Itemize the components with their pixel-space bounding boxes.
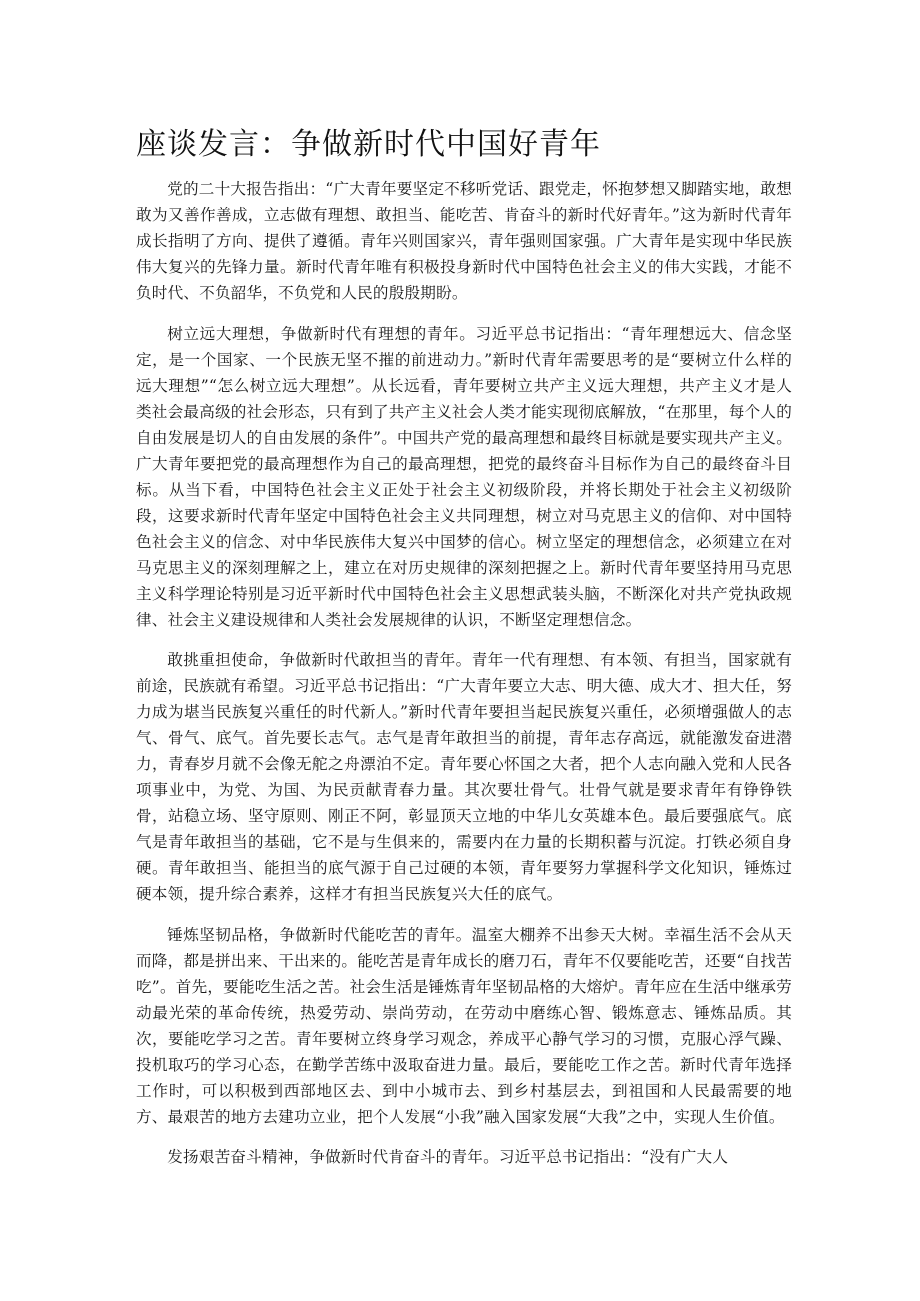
document-body bbox=[136, 176, 792, 1185]
paragraph-struggle: 发扬艰苦奋斗精神，争做新时代肯奋斗的青年。习近平总书记指出：“没有广大人 bbox=[167, 1148, 729, 1166]
page-title: 座谈发言：争做新时代中国好青年 bbox=[136, 127, 601, 162]
paragraph-intro: 党的二十大报告指出：“广大青年要坚定不移听党话、跟党走，怀抱梦想又脚踏实地，敢想敢为又善作善成，立志做有理想、敢担当、能吃苦、肯奋斗的新时代好青年。”这为新时代青年成长指明了方向、提供了遵循。青年兴则国家兴，青年强则国家强。广大青年是实现中华民族伟大复兴的先锋力量。新时代青年唯有积极投身新时代中国特色社会主义的伟大实践，才能不负时代、不负韶华，不负党和人民的殷殷期盼。 bbox=[136, 180, 792, 302]
paragraph-ideals: 树立远大理想，争做新时代有理想的青年。习近平总书记指出：“青年理想远大、信念坚定，是一个国家、一个民族无坚不摧的前进动力。”新时代青年需要思考的是“要树立什么样的远大理想”“怎么树立远大理想”。从长远看，青年要树立共产主义远大理想，共产主义才是人类社会最高级的社会形态，只有到了共产主义社会人类才能实现彻底解放，“在那里，每个人的自由发展是切人的自由发展的条件”。中国共产党的最高理想和最终目标就是要实现共产主义。广大青年要把党的最高理想作为自己的最高理想，把党的最终奋斗目标作为自己的最终奋斗目标。从当下看，中国特色社会主义正处于社会主义初级阶段，并将长期处于社会主义初级阶段，这要求新时代青年坚定中国特色社会主义共同理想，树立对马克思主义的信仰、对中国特色社会主义的信念、对中华民族伟大复兴中国梦的信心。树立坚定的理想信念，必须建立在对马克思主义的深刻理解之上，建立在对历史规律的深刻把握之上。新时代青年要坚持用马克思主义科学理论特别是习近平新时代中国特色社会主义思想武装头脑，不断深化对共产党执政规律、社会主义建设规律和人类社会发展规律的认识，不断坚定理想信念。 bbox=[136, 324, 792, 629]
paragraph-responsibility: 敢挑重担使命，争做新时代敢担当的青年。青年一代有理想、有本领、有担当，国家就有前途，民族就有希望。习近平总书记指出：“广大青年要立大志、明大德、成大才、担大任，努力成为堪当民族复兴重任的时代新人。”新时代青年要担当起民族复兴重任，必须增强做人的志气、骨气、底气。首先要长志气。志气是青年敢担当的前提，青年志存高远，就能激发奋进潜力，青春岁月就不会像无舵之舟漂泊不定。青年要心怀国之大者，把个人志向融入党和人民各项事业中，为党、为国、为民贡献青春力量。其次要壮骨气。壮骨气就是要求青年有铮铮铁骨，站稳立场、坚守原则、刚正不阿，彰显顶天立地的中华儿女英雄本色。最后要强底气。底气是青年敢担当的基础，它不是与生俱来的，需要内在力量的长期积蓄与沉淀。打铁必须自身硬。青年敢担当、能担当的底气源于自己过硬的本领，青年要努力掌握科学文化知识，锤炼过硬本领，提升综合素养，这样才有担当民族复兴大任的底气。 bbox=[136, 651, 792, 903]
paragraph-hardship: 锤炼坚韧品格，争做新时代能吃苦的青年。温室大棚养不出参天大树。幸福生活不会从天而降，都是拼出来、干出来的。能吃苦是青年成长的磨刀石，青年不仅要能吃苦，还要“自找苦吃”。首先，要能吃生活之苦。社会生活是锤炼青年坚韧品格的大熔炉。青年应在生活中继承劳动最光荣的革命传统，热爱劳动、崇尚劳动，在劳动中磨练心智、锻炼意志、锤炼品质。其次，要能吃学习之苦。青年要树立终身学习观念，养成平心静气学习的习惯，克服心浮气躁、投机取巧的学习心态，在勤学苦练中汲取奋进力量。最后，要能吃工作之苦。新时代青年选择工作时，可以积极到西部地区去、到中小城市去、到乡村基层去，到祖国和人民最需要的地方、最艰苦的地方去建功立业，把个人发展“小我”融入国家发展“大我”之中，实现人生价值。 bbox=[136, 925, 792, 1126]
